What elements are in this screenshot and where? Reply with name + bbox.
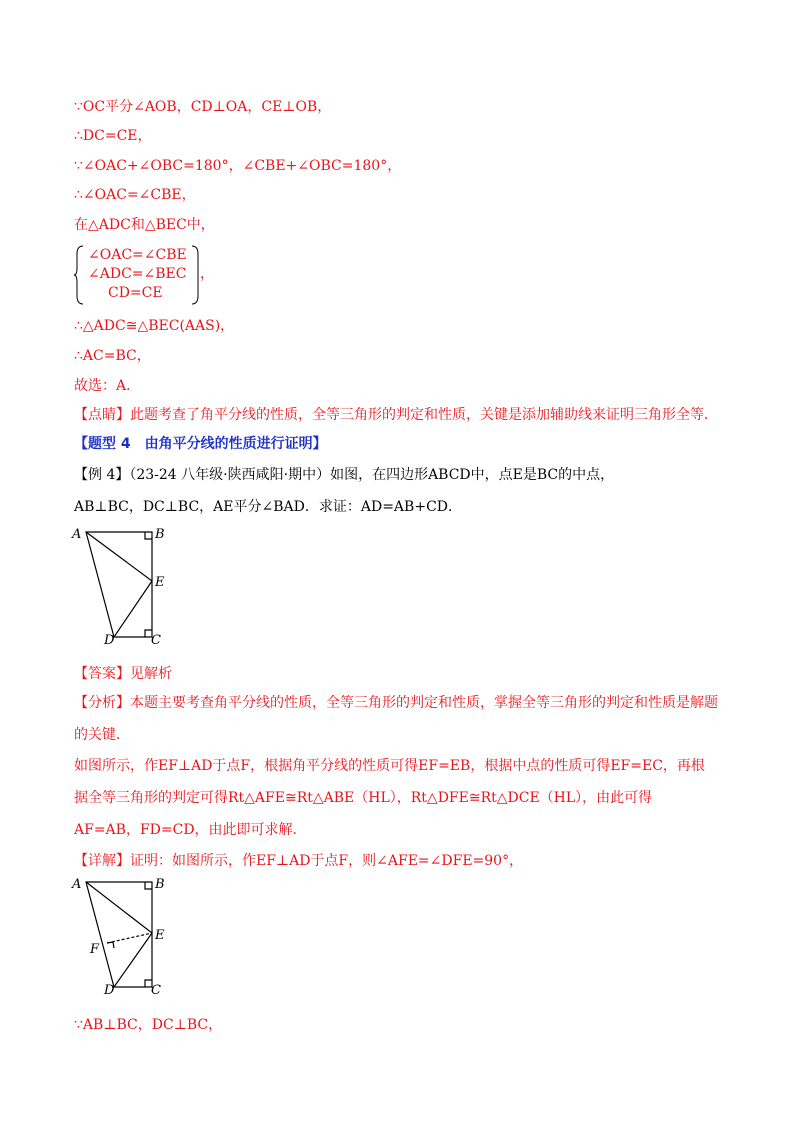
label-B: B <box>155 877 165 892</box>
line-6: ∴△ADC≅△BEC(AAS)， <box>74 318 235 334</box>
label-E: E <box>155 928 165 943</box>
label-C: C <box>151 983 161 998</box>
label-B: B <box>155 527 165 542</box>
answer-line: 【答案】见解析 <box>74 666 172 682</box>
system-eq-2: ∠ADC=∠BEC <box>88 266 187 282</box>
label-E: E <box>155 575 165 590</box>
system-eq-3: CD=CE <box>108 285 163 301</box>
label-D: D <box>104 983 115 998</box>
analysis-line-3: 如图所示，作EF⊥AD于点F，根据角平分线的性质可得EF=EB，根据中点的性质可得EF=EC，再根 <box>74 758 705 774</box>
label-A: A <box>72 527 82 542</box>
line-5: 在△ADC和△BEC中， <box>74 217 215 233</box>
line-3: ∵∠OAC+∠OBC=180°，∠CBE+∠OBC=180°， <box>74 158 402 174</box>
label-C: C <box>151 633 161 648</box>
line-7: ∴AC=BC， <box>74 348 151 364</box>
figure-2 <box>70 873 180 998</box>
line-9: 【点睛】此题考查了角平分线的性质，全等三角形的判定和性质，关键是添加辅助线来证明三角形全等． <box>74 407 718 423</box>
label-D: D <box>104 633 115 648</box>
analysis-line-2: 的关键． <box>74 727 130 743</box>
label-F: F <box>90 942 100 957</box>
analysis-line-1: 【分析】本题主要考查角平分线的性质，全等三角形的判定和性质，掌握全等三角形的判定和性质是解题 <box>74 695 718 711</box>
line-1: ∵OC平分∠AOB，CD⊥OA，CE⊥OB， <box>74 99 332 115</box>
equation-system <box>74 244 214 306</box>
line-8: 故选：A． <box>74 378 141 394</box>
system-tail: ， <box>200 266 214 282</box>
last-line: ∵AB⊥BC，DC⊥BC， <box>74 1017 223 1033</box>
detail-line: 【详解】证明：如图所示，作EF⊥AD于点F，则∠AFE=∠DFE=90°， <box>74 853 524 869</box>
analysis-line-5: AF=AB，FD=CD，由此即可求解． <box>74 822 307 838</box>
example-line-1: 【例 4】（23-24 八年级·陕西咸阳·期中）如图，在四边形ABCD中，点E是BC的中点， <box>74 467 615 483</box>
line-2: ∴DC=CE， <box>74 128 152 144</box>
example-line-2: AB⊥BC，DC⊥BC，AE平分∠BAD．求证：AD=AB+CD． <box>74 499 463 515</box>
figure-1 <box>70 523 180 648</box>
analysis-line-4: 据全等三角形的判定可得Rt△AFE≅Rt△ABE（HL），Rt△DFE≅Rt△DCE（HL），由此可得 <box>74 790 653 806</box>
section-heading: 【题型 4 由角平分线的性质进行证明】 <box>74 436 327 452</box>
line-4: ∴∠OAC=∠CBE， <box>74 187 196 203</box>
system-eq-1: ∠OAC=∠CBE <box>88 247 187 263</box>
label-A: A <box>72 877 82 892</box>
